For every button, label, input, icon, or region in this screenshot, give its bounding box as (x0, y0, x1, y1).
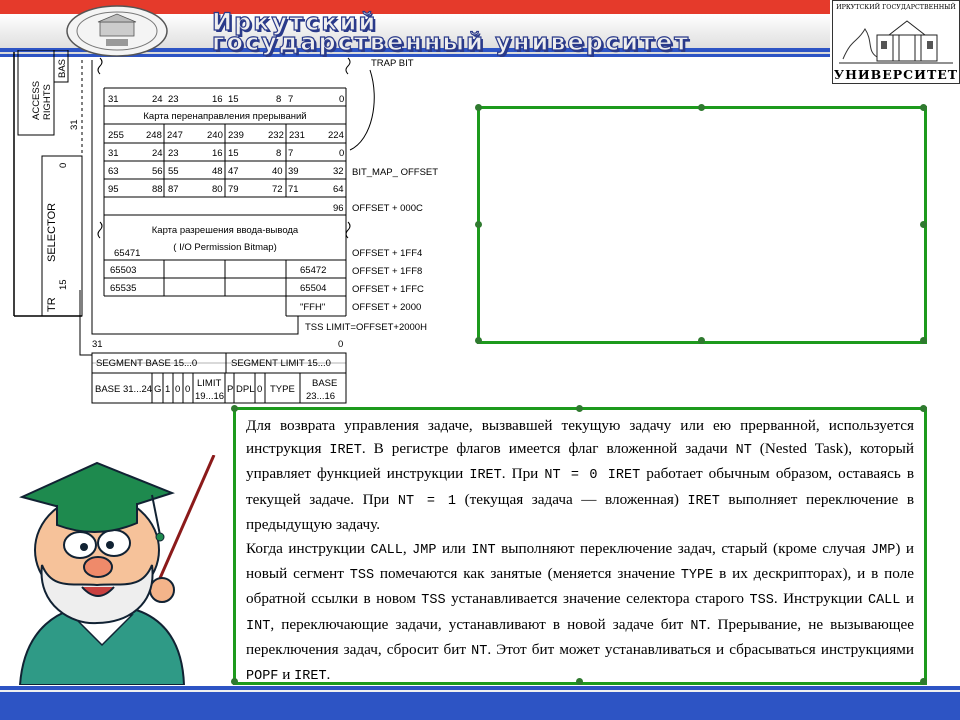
p-label: P (227, 384, 234, 395)
r5-c1: 88 (152, 184, 163, 195)
frame-corner-dot (920, 337, 927, 344)
access-label-1: ACCESS (31, 80, 42, 120)
r4-c3: 48 (212, 166, 223, 177)
int-map-title: Карта перенаправления прерываний (143, 111, 307, 122)
r3-c7: 0 (339, 148, 345, 159)
r2-c7: 224 (328, 130, 344, 141)
r1-c0: 31 (108, 94, 119, 105)
r1-c6: 7 (288, 94, 294, 105)
frame-edge-dot (698, 104, 705, 111)
bit-map-offset-label: BIT_MAP_ OFFSET (352, 167, 439, 178)
frame-edge-dot (698, 337, 705, 344)
limit-label-2: 19...16 (195, 391, 225, 402)
r1-c4: 15 (228, 94, 239, 105)
r2-c3: 240 (207, 130, 223, 141)
r4-c1: 56 (152, 166, 163, 177)
base-label-2: 23...16 (306, 391, 336, 402)
frame-corner-dot (231, 405, 238, 412)
r4-c7: 32 (333, 166, 344, 177)
r5-c2: 87 (168, 184, 179, 195)
r3-c0: 31 (108, 148, 119, 159)
one-label: 1 (165, 384, 171, 395)
r2-c4: 239 (228, 130, 244, 141)
offset-1ff4-label: OFFSET + 1FF4 (352, 248, 423, 259)
r4-c0: 63 (108, 166, 119, 177)
r1-c1: 24 (152, 94, 163, 105)
ffh-label: "FFH" (300, 302, 326, 313)
desc-bit31: 31 (92, 339, 103, 350)
r1-c3: 16 (212, 94, 223, 105)
empty-green-frame (477, 106, 927, 344)
r4-c4: 47 (228, 166, 239, 177)
selector-label: SELECTOR (46, 202, 58, 262)
io-row3-left: 65535 (110, 283, 137, 294)
r5-c0: 95 (108, 184, 119, 195)
zero3-label: 0 (257, 384, 263, 395)
university-building-logo (832, 0, 960, 84)
seg-limit-label: SEGMENT LIMIT 15...0 (231, 358, 331, 369)
bas-label: BAS (57, 58, 68, 78)
io-row1-left: 65471 (114, 248, 141, 259)
base-label-1: BASE (312, 378, 338, 389)
r4-c6: 39 (288, 166, 299, 177)
r2-c0: 255 (108, 130, 124, 141)
frame-corner-dot (920, 104, 927, 111)
zero2-label: 0 (185, 384, 191, 395)
footer-highlight-line (0, 690, 960, 692)
type-label: TYPE (270, 384, 295, 395)
frame-corner-dot (475, 337, 482, 344)
r3-c5: 8 (276, 148, 282, 159)
university-title-line2: государственный университет (212, 28, 691, 56)
tss-limit-label: TSS LIMIT=OFFSET+2000H (305, 322, 427, 333)
r2-c5: 232 (268, 130, 284, 141)
r5-c3: 80 (212, 184, 223, 195)
r6-c7: 96 (333, 203, 344, 214)
tr-label: TR (46, 297, 58, 312)
io-map-title: Карта разрешения ввода-вывода (151, 225, 299, 236)
logo-caption-bottom: УНИВЕРСИТЕТ (833, 67, 959, 82)
paragraph-2: Когда инструкции CALL, JMP или INT выполняют переключение задач, старый (кроме случая JMP) и новый сегмент TSS помечаются как занятые (меняется значение TYPE в их дескрипторах), и в поле обратной ссылки в новом TSS устанавливается значение селектора старого TSS. Инструкции CALL и INT, переключающие задачи, устанавливают в новой задаче бит NT. Прерывание, не вызывающее переключения задач, сбросит бит NT. Этот бит может устанавливаться и сбрасываться инструкциями POPF и IRET. (246, 540, 914, 685)
frame-corner-dot (920, 405, 927, 412)
paragraph-1: Для возврата управления задаче, вызвавшей текущую задачу или ею прерванной, используется инструкция IRET. В регистре флагов имеется флаг вложенной задачи NT (Nested Task), который управляет функцией инструкции IRET. При NT = 0 IRET работает обычным образом, оставаясь в текущей задаче. При NT = 1 (текущая задача — вложенная) IRET выполняет переключение в предыдущую задачу. (246, 417, 915, 533)
university-title (212, 8, 832, 56)
explanation-text-box (233, 407, 927, 685)
tss-structure-diagram (0, 50, 450, 410)
frame-edge-dot (576, 678, 583, 685)
r2-c2: 247 (167, 130, 183, 141)
r2-c1: 248 (146, 130, 162, 141)
frame-edge-dot (576, 405, 583, 412)
reg-15-label: 15 (58, 279, 69, 290)
reg-31-label: 31 (69, 119, 80, 130)
r5-c4: 79 (228, 184, 239, 195)
zero1-label: 0 (175, 384, 181, 395)
frame-corner-dot (920, 678, 927, 685)
professor-with-pointer-illustration (2, 455, 227, 685)
offset-2000-label: OFFSET + 2000 (352, 302, 422, 313)
building-icon (837, 13, 955, 65)
io-row2-left: 65503 (110, 265, 137, 276)
reg-0-label: 0 (58, 162, 69, 168)
frame-edge-dot (475, 221, 482, 228)
r3-c4: 15 (228, 148, 239, 159)
io-row3-right: 65504 (300, 283, 327, 294)
r5-c6: 71 (288, 184, 299, 195)
r4-c2: 55 (168, 166, 179, 177)
io-row2-right: 65472 (300, 265, 327, 276)
offset-1ff8-label: OFFSET + 1FF8 (352, 266, 423, 277)
frame-corner-dot (231, 678, 238, 685)
r1-c7: 0 (339, 94, 345, 105)
r3-c2: 23 (168, 148, 179, 159)
r5-c7: 64 (333, 184, 344, 195)
r3-c3: 16 (212, 148, 223, 159)
offset-000c-label: OFFSET + 000C (352, 203, 423, 214)
frame-edge-dot (920, 221, 927, 228)
trap-bit-label: TRAP BIT (371, 58, 414, 69)
r1-c5: 8 (276, 94, 282, 105)
g-label: G (154, 384, 162, 395)
r3-c1: 24 (152, 148, 163, 159)
r1-c2: 23 (168, 94, 179, 105)
access-label-2: RIGHTS (42, 84, 53, 120)
dpl-label: DPL (236, 384, 255, 395)
r5-c5: 72 (272, 184, 283, 195)
seg-base-label: SEGMENT BASE 15...0 (96, 358, 198, 369)
frame-corner-dot (475, 104, 482, 111)
offset-1ffc-label: OFFSET + 1FFC (352, 284, 424, 295)
logo-caption-top: ИРКУТСКИЙ ГОСУДАРСТВЕННЫЙ (836, 4, 956, 11)
desc-bit0: 0 (338, 339, 344, 350)
base-31-24-label: BASE 31...24 (95, 384, 153, 395)
io-map-subtitle: ( I/O Permission Bitmap) (173, 242, 277, 253)
r3-c6: 7 (288, 148, 294, 159)
limit-label-1: LIMIT (197, 378, 222, 389)
university-title-line1: Иркутский (212, 8, 378, 36)
r4-c5: 40 (272, 166, 283, 177)
r2-c6: 231 (289, 130, 305, 141)
